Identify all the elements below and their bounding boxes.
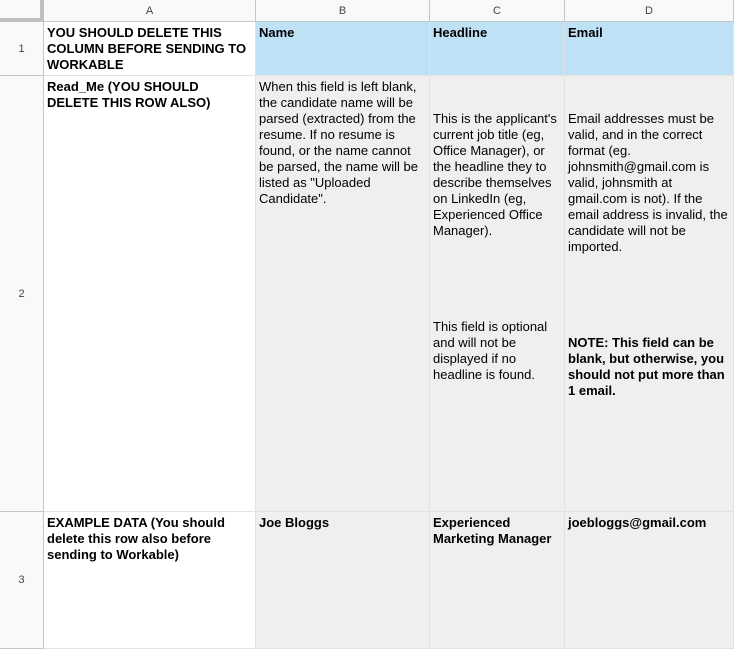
cell-d2[interactable] bbox=[565, 76, 734, 512]
paragraph-gap bbox=[433, 271, 561, 287]
cell-c1[interactable]: Headline bbox=[430, 22, 565, 76]
cell-d1[interactable]: Email bbox=[565, 22, 734, 76]
cell-d3[interactable]: joebloggs@gmail.com bbox=[565, 512, 734, 649]
cell-b2[interactable]: When this field is left blank, the candidate name will be parsed (extracted) from the resume. If no resume is found, or the name cannot be parsed, the name will be listed as "Uploaded Candidate". bbox=[256, 76, 430, 512]
column-header-c[interactable]: C bbox=[430, 0, 565, 22]
row-header-1[interactable]: 1 bbox=[0, 22, 44, 76]
cell-c2[interactable] bbox=[430, 76, 565, 512]
cell-b3[interactable]: Joe Bloggs bbox=[256, 512, 430, 649]
column-header-d[interactable]: D bbox=[565, 0, 734, 22]
column-header-b[interactable]: B bbox=[256, 0, 430, 22]
cell-d2-note: NOTE: This field can be blank, but otherwise, you should not put more than 1 email. bbox=[568, 335, 729, 398]
row-header-3[interactable]: 3 bbox=[0, 512, 44, 649]
cell-c2-paragraph-2: This field is optional and will not be displayed if no headline is found. bbox=[433, 319, 551, 382]
paragraph-gap bbox=[568, 287, 730, 303]
cell-c2-paragraph-1: This is the applicant's current job title (eg, Office Manager), or the headline they to describe themselves on LinkedIn (eg, Experienced Office Manager). bbox=[433, 111, 561, 238]
cell-d2-paragraph-1: Email addresses must be valid, and in the correct format (eg. johnsmith@gmail.com is valid, johnsmith at gmail.com is not). If the email address is invalid, the candidate will not be imported. bbox=[568, 111, 732, 254]
cell-b1[interactable]: Name bbox=[256, 22, 430, 76]
cell-a1[interactable]: YOU SHOULD DELETE THIS COLUMN BEFORE SENDING TO WORKABLE bbox=[44, 22, 256, 76]
cell-c3[interactable]: Experienced Marketing Manager bbox=[430, 512, 565, 649]
column-header-a[interactable]: A bbox=[44, 0, 256, 22]
row-header-2[interactable]: 2 bbox=[0, 76, 44, 512]
select-all-corner[interactable] bbox=[0, 0, 44, 22]
cell-a2[interactable]: Read_Me (YOU SHOULD DELETE THIS ROW ALSO) bbox=[44, 76, 256, 512]
cell-a3[interactable]: EXAMPLE DATA (You should delete this row also before sending to Workable) bbox=[44, 512, 256, 649]
